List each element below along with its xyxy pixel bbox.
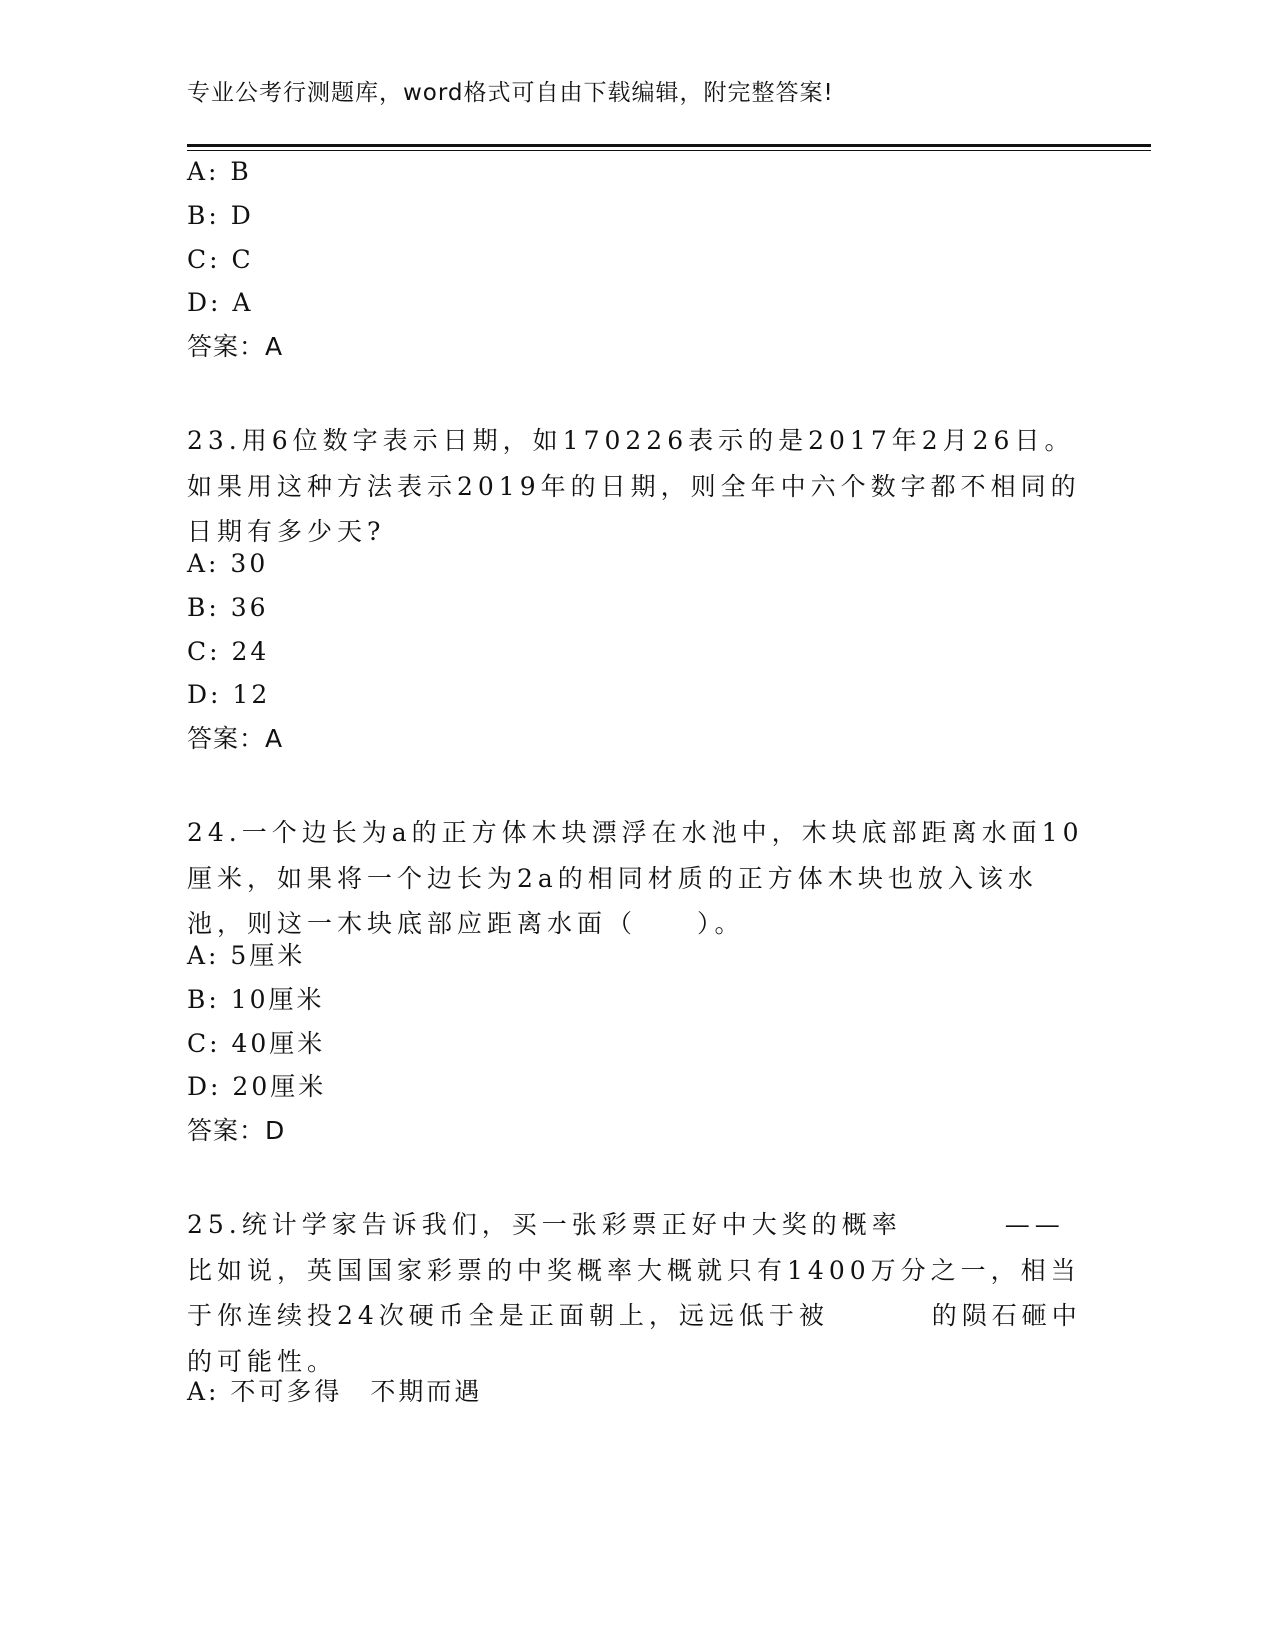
q25-option-a: A: 不可多得 不期而遇 [187, 1377, 483, 1406]
page-header: 专业公考行测题库，word格式可自由下载编辑，附完整答案! [187, 80, 834, 106]
header-divider-thick [187, 144, 1151, 147]
q23-option-a: A: 30 [187, 549, 269, 578]
q22-option-b: B: D [187, 201, 254, 230]
q22-option-d: D: A [187, 288, 254, 317]
header-divider-thin [187, 150, 1151, 151]
q22-answer: 答案：A [187, 332, 284, 361]
q23-option-c: C: 24 [187, 637, 270, 666]
q22-option-c: C: C [187, 245, 254, 274]
q24-option-d: D: 20厘米 [187, 1072, 327, 1101]
q23-answer: 答案：A [187, 724, 284, 753]
q25-stem: 25.统计学家告诉我们，买一张彩票正好中大奖的概率 ——比如说，英国国家彩票的中奖概率大概就只有1400万分之一，相当于你连续投24次硬币全是正面朝上，远远低于被 的陨石砸中的可能性。 [187, 1210, 1082, 1376]
q23-option-b: B: 36 [187, 593, 269, 622]
q22-option-a: A: B [187, 157, 252, 186]
q23-stem: 23.用6位数字表示日期，如170226表示的是2017年2月26日。如果用这种方法表示2019年的日期，则全年中六个数字都不相同的日期有多少天? [187, 426, 1081, 546]
q24-stem: 24.一个边长为a的正方体木块漂浮在水池中，木块底部距离水面10厘米，如果将一个边长为2a的相同材质的正方体木块也放入该水池，则这一木块底部应距离水面（ ）。 [187, 818, 1084, 938]
q24-answer: 答案：D [187, 1116, 286, 1145]
q23-option-d: D: 12 [187, 680, 271, 709]
q24-option-b: B: 10厘米 [187, 985, 325, 1014]
q24-option-c: C: 40厘米 [187, 1029, 326, 1058]
q24-option-a: A: 5厘米 [187, 941, 306, 970]
